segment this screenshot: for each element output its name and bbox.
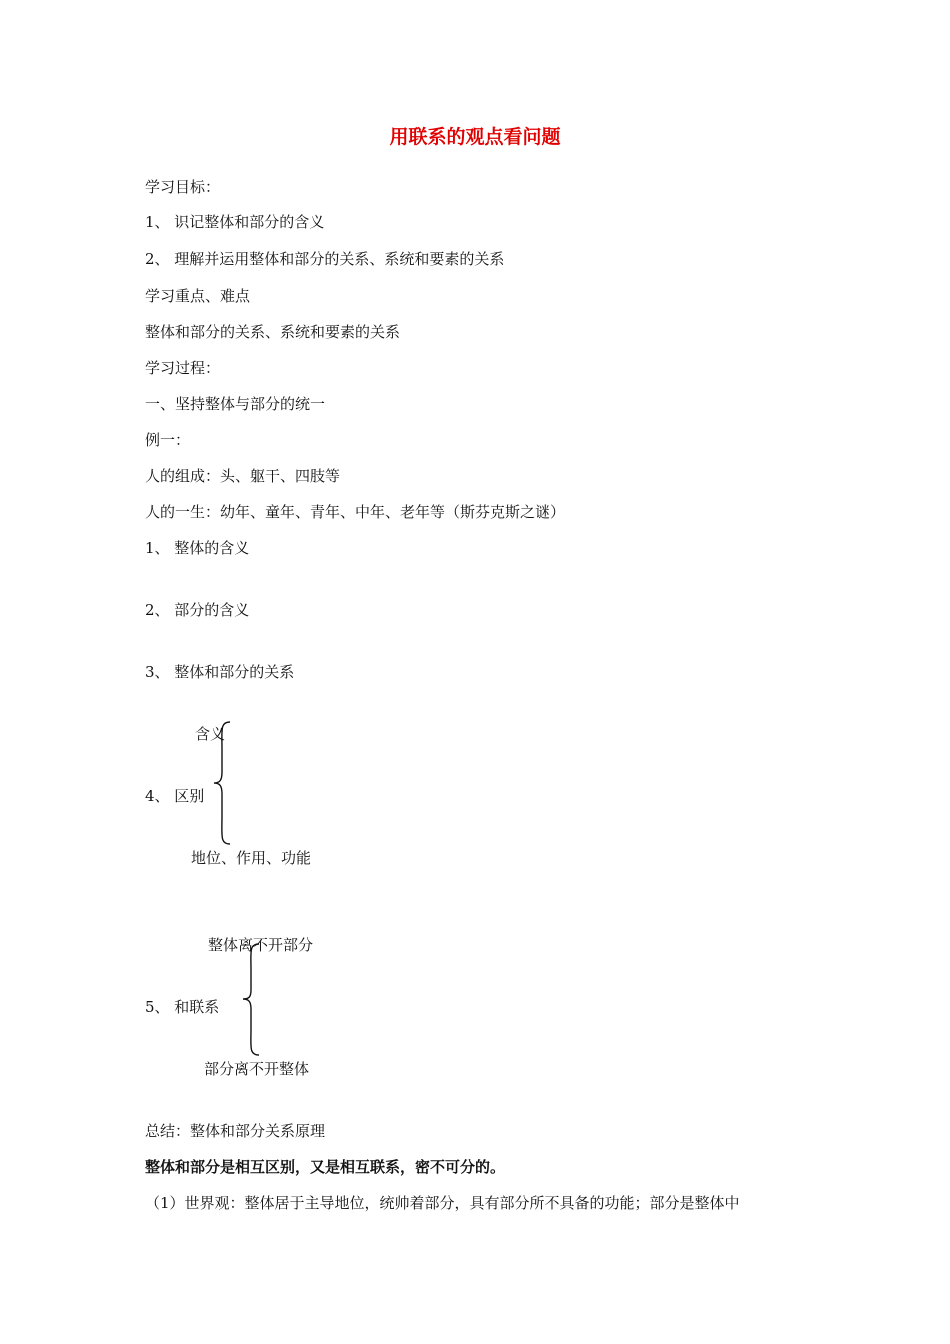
process-heading: 学习过程： bbox=[145, 359, 221, 377]
example-1: 例一： bbox=[145, 431, 191, 449]
item-4: 4、 区别 bbox=[145, 787, 205, 805]
curly-brace-icon bbox=[212, 720, 232, 846]
item-5: 5、 和联系 bbox=[145, 998, 220, 1016]
curly-brace-icon bbox=[241, 942, 261, 1057]
item-2: 2、 部分的含义 bbox=[145, 601, 250, 619]
goal-2: 2、 理解并运用整体和部分的关系、系统和要素的关系 bbox=[145, 250, 505, 268]
principle-statement: 整体和部分是相互区别，又是相互联系，密不可分的。 bbox=[145, 1158, 506, 1176]
item-5-bottom-label: 部分离不开整体 bbox=[204, 1060, 310, 1078]
goals-heading: 学习目标： bbox=[145, 178, 221, 196]
item-4-top-label: 含义 bbox=[195, 725, 226, 743]
key-points: 整体和部分的关系、系统和要素的关系 bbox=[145, 323, 401, 341]
page-title: 用联系的观点看问题 bbox=[389, 126, 561, 148]
item-3: 3、 整体和部分的关系 bbox=[145, 663, 295, 681]
human-life: 人的一生：幼年、童年、青年、中年、老年等（斯芬克斯之谜） bbox=[145, 503, 566, 521]
section-1-heading: 一、坚持整体与部分的统一 bbox=[145, 395, 326, 413]
key-points-heading: 学习重点、难点 bbox=[145, 287, 251, 305]
item-4-bottom-label: 地位、作用、功能 bbox=[191, 849, 312, 867]
summary-heading: 总结：整体和部分关系原理 bbox=[145, 1122, 326, 1140]
item-5-top-label: 整体离不开部分 bbox=[208, 936, 314, 954]
goal-1: 1、 识记整体和部分的含义 bbox=[145, 213, 325, 231]
human-composition: 人的组成：头、躯干、四肢等 bbox=[145, 467, 341, 485]
worldview-line: （1）世界观：整体居于主导地位，统帅着部分，具有部分所不具备的功能；部分是整体中 bbox=[145, 1194, 740, 1212]
item-1: 1、 整体的含义 bbox=[145, 539, 250, 557]
